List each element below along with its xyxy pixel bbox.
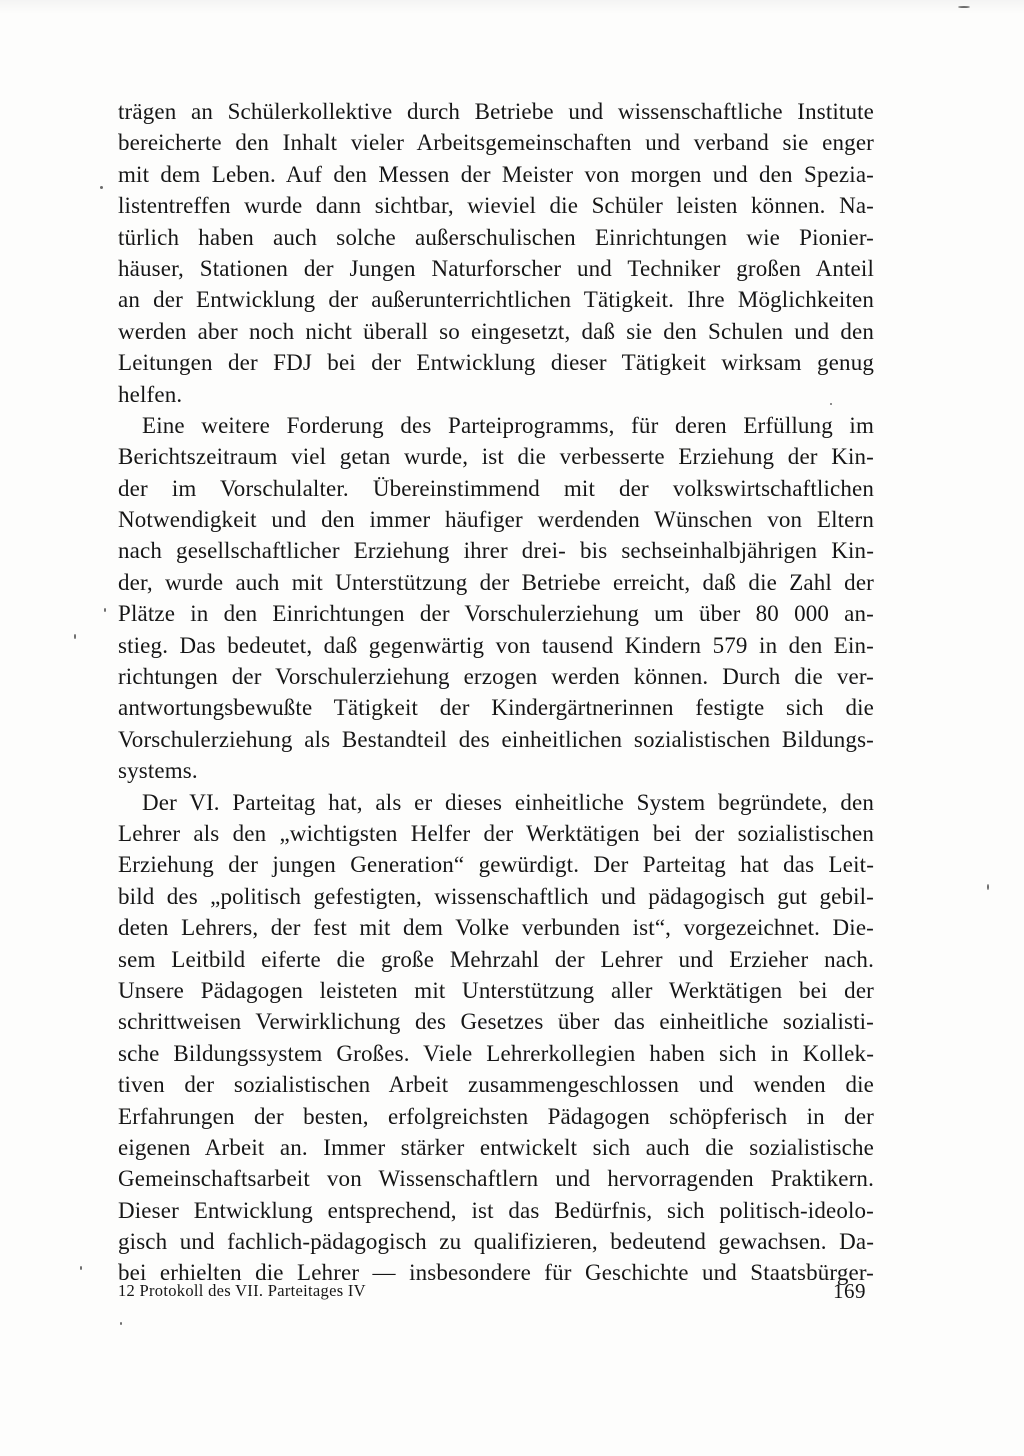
text-line: stieg. Das bedeutet, daß gegenwärtig von tausend Kindern 579 in den Ein- (118, 632, 874, 658)
text-line: Erfahrungen der besten, erfolgreichsten Pädagogen schöpferisch in der (118, 1103, 874, 1129)
text-line: sem Leitbild eiferte die große Mehrzahl der Lehrer und Erzieher nach. (118, 946, 874, 972)
text-line: helfen. (118, 381, 183, 407)
body-text (118, 96, 874, 1289)
text-line: Leitungen der FDJ bei der Entwicklung dieser Tätigkeit wirksam genug (118, 350, 874, 376)
text-line: an der Entwicklung der außerunterrichtlichen Tätigkeit. Ihre Möglichkeiten (118, 287, 874, 313)
text-line: sche Bildungssystem Großes. Viele Lehrerkollegien haben sich in Kollek- (118, 1040, 874, 1066)
text-line: trägen an Schülerkollektive durch Betriebe und wissenschaftliche Institute (118, 99, 874, 124)
printer-signature: 12 Protokoll des VII. Parteitages IV (118, 1281, 366, 1300)
page-footer (118, 1279, 874, 1305)
scan-speck (120, 1322, 122, 1325)
text-line: schrittweisen Verwirklichung des Gesetzes über das einheitliche sozialisti- (118, 1009, 874, 1035)
text-line: Berichtszeitraum viel getan wurde, ist die verbesserte Erziehung der Kin- (118, 444, 874, 470)
text-line: Vorschulerziehung als Bestandteil des einheitlichen sozialistischen Bildungs- (118, 726, 874, 752)
text-line: bei erhielten die Lehrer — insbesondere für Geschichte und Staatsbürger- (118, 1260, 874, 1286)
text-line: listentreffen wurde dann sichtbar, wieviel die Schüler leisten können. Na- (118, 193, 874, 219)
text-line: tiven der sozialistischen Arbeit zusammengeschlossen und wenden die (118, 1072, 874, 1098)
text-line: Dieser Entwicklung entsprechend, ist das Bedürfnis, sich politisch-ideolo- (118, 1197, 874, 1223)
text-line: Unsere Pädagogen leisteten mit Unterstützung aller Werktätigen bei der (118, 977, 874, 1003)
text-line: Notwendigkeit und den immer häufiger werdenden Wünschen von Eltern (118, 507, 874, 533)
paragraph-start-line: Der VI. Parteitag hat, als er dieses einheitliche System begründete, den (142, 789, 874, 815)
text-line: bereicherte den Inhalt vieler Arbeitsgemeinschaften und verband sie enger (118, 130, 874, 156)
scan-speck (80, 1266, 82, 1270)
paragraph-start-line: Eine weitere Forderung des Parteiprogramms, für deren Erfüllung im (142, 412, 874, 438)
text-line: richtungen der Vorschulerziehung erzogen werden können. Durch die ver- (118, 664, 874, 690)
text-line: nach gesellschaftlicher Erziehung ihrer drei- bis sechseinhalbjährigen Kin- (118, 538, 874, 564)
scan-speck (100, 186, 103, 189)
text-line: gisch und fachlich-pädagogisch zu qualifizieren, bedeutend gewachsen. Da- (118, 1229, 874, 1255)
text-line: eigenen Arbeit an. Immer stärker entwickelt sich auch die sozialistische (118, 1134, 874, 1160)
scan-speck (958, 6, 970, 8)
text-line: deten Lehrers, der fest mit dem Volke verbunden ist“, vorgezeichnet. Die- (118, 915, 874, 941)
page-number: 169 (833, 1279, 866, 1303)
scan-speck (987, 884, 989, 890)
text-line: türlich haben auch solche außerschulischen Einrichtungen wie Pionier- (118, 224, 874, 250)
text-line: Lehrer als den „wichtigsten Helfer der Werktätigen bei der sozialistischen (118, 820, 874, 846)
text-line: systems. (118, 758, 198, 784)
text-line: Plätze in den Einrichtungen der Vorschulerziehung um über 80 000 an- (118, 601, 874, 627)
text-line: Gemeinschaftsarbeit von Wissenschaftlern und hervorragenden Praktikern. (118, 1166, 874, 1192)
text-line: mit dem Leben. Auf den Messen der Meister von morgen und den Spezia- (118, 161, 874, 187)
text-line: Erziehung der jungen Generation“ gewürdigt. Der Parteitag hat das Leit- (118, 852, 874, 878)
text-line: der, wurde auch mit Unterstützung der Betriebe erreicht, daß die Zahl der (118, 569, 874, 595)
scan-edge (0, 0, 1024, 14)
scan-speck (830, 403, 832, 405)
text-line: antwortungsbewußte Tätigkeit der Kindergärtnerinnen festigte sich die (118, 695, 874, 721)
text-line: der im Vorschulalter. Übereinstimmend mit der volkswirtschaftlichen (118, 475, 874, 501)
text-line: häuser, Stationen der Jungen Naturforscher und Techniker großen Anteil (118, 255, 874, 281)
text-line: werden aber noch nicht überall so eingesetzt, daß sie den Schulen und den (118, 318, 874, 344)
text-line: bild des „politisch gefestigten, wissenschaftlich und pädagogisch gut gebil- (118, 883, 874, 909)
scan-speck (74, 634, 76, 639)
scan-speck (104, 608, 106, 612)
